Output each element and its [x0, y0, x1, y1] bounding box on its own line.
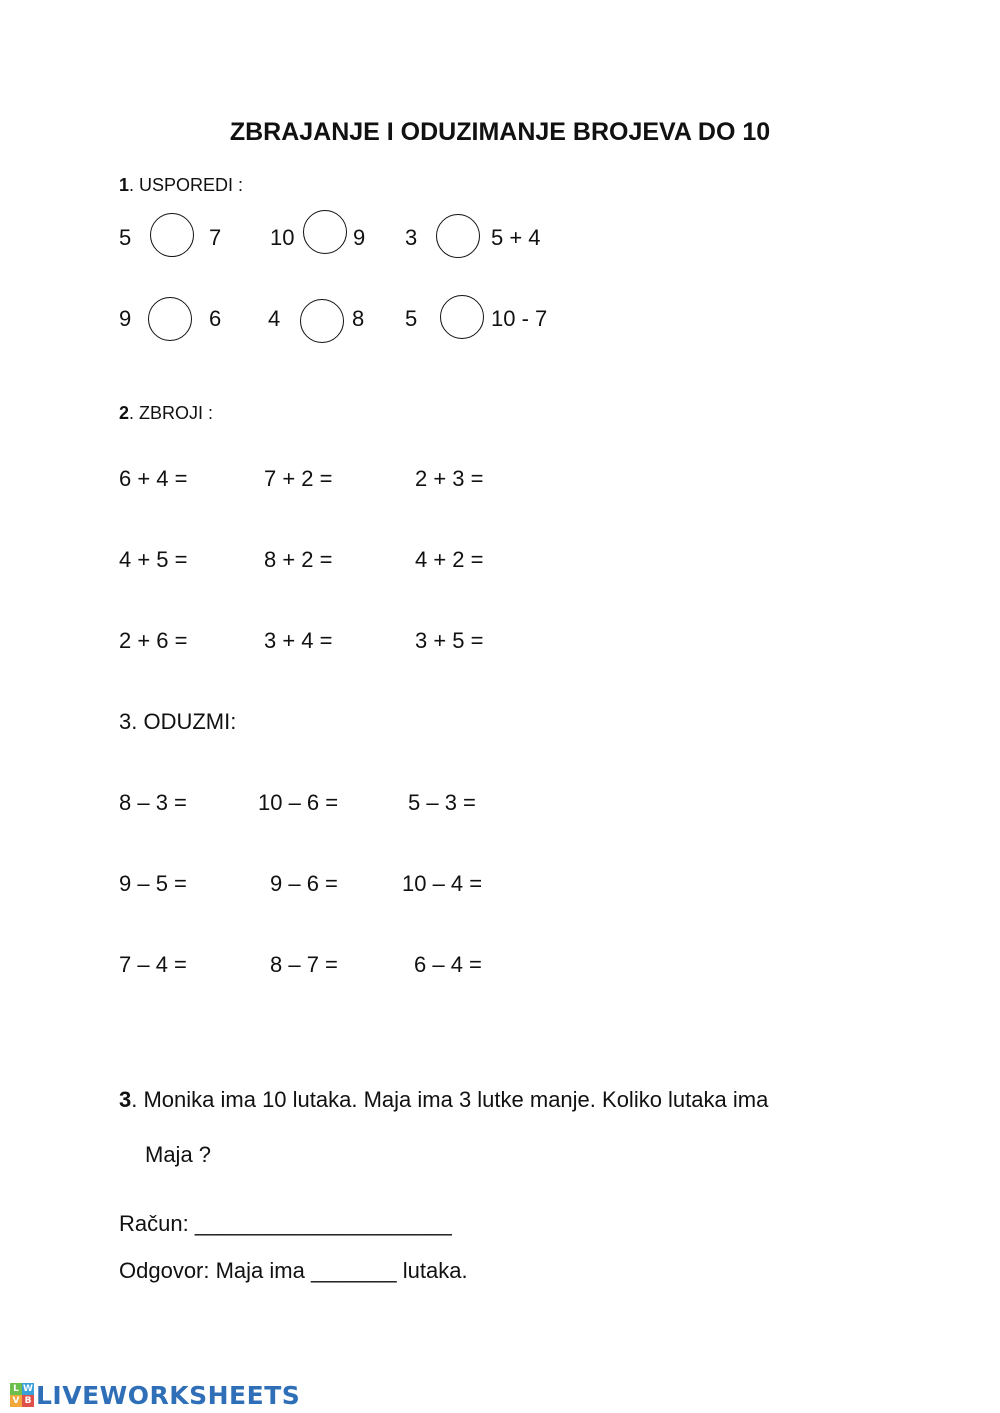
compare-right: 7	[209, 225, 222, 250]
addition-problem[interactable]: 2 + 6 =	[119, 628, 188, 653]
racun-line	[119, 1211, 452, 1237]
addition-problem[interactable]: 4 + 5 =	[119, 547, 188, 572]
subtraction-problem[interactable]: 5 – 3 =	[408, 790, 476, 815]
compare-circle-1[interactable]	[150, 213, 194, 257]
page-title: ZBRAJANJE I ODUZIMANJE BROJEVA DO 10	[229, 118, 771, 146]
section1-number: 1	[119, 175, 130, 195]
liveworksheets-logo-text: LIVEWORKSHEETS	[36, 1380, 301, 1410]
subtraction-problem[interactable]: 6 – 4 =	[414, 952, 482, 977]
compare-circle-5[interactable]	[300, 299, 344, 343]
compare-left: 4	[268, 306, 281, 331]
word-problem-line2: Maja ?	[145, 1142, 212, 1167]
compare-left: 5	[119, 225, 132, 250]
compare-left: 5	[405, 306, 418, 331]
logo-tile: V	[10, 1395, 22, 1407]
logo-tile: L	[10, 1383, 22, 1395]
compare-circle-3[interactable]	[436, 214, 480, 258]
racun-label: Račun:	[119, 1211, 195, 1236]
subtraction-problem[interactable]: 10 – 6 =	[258, 790, 339, 815]
liveworksheets-logo	[10, 1380, 300, 1410]
racun-answer-blank[interactable]: _____________________	[194, 1211, 452, 1236]
addition-problem[interactable]: 4 + 2 =	[415, 547, 484, 572]
compare-left: 10	[270, 225, 295, 250]
section2-heading	[119, 403, 213, 424]
subtraction-problem[interactable]: 7 – 4 =	[119, 952, 187, 977]
addition-problem[interactable]: 7 + 2 =	[264, 466, 333, 491]
compare-right: 5 + 4	[491, 225, 541, 250]
word-problem-number: 3	[119, 1087, 132, 1112]
odgovor-suffix: lutaka.	[396, 1258, 468, 1283]
compare-right: 8	[352, 306, 365, 331]
addition-problem[interactable]: 6 + 4 =	[119, 466, 188, 491]
liveworksheets-logo-icon	[10, 1383, 34, 1407]
compare-right: 9	[353, 225, 366, 250]
word-problem-text: . Monika ima 10 lutaka. Maja ima 3 lutke manje. Koliko lutaka ima	[131, 1087, 769, 1112]
odgovor-label: Odgovor: Maja ima	[119, 1258, 311, 1283]
logo-tile: W	[23, 1384, 33, 1394]
subtraction-problem[interactable]: 8 – 3 =	[119, 790, 187, 815]
subtraction-problem[interactable]: 9 – 6 =	[270, 871, 338, 896]
subtraction-problem[interactable]: 8 – 7 =	[270, 952, 338, 977]
compare-circle-6[interactable]	[440, 295, 484, 339]
addition-problem[interactable]: 8 + 2 =	[264, 547, 333, 572]
addition-problem[interactable]: 3 + 4 =	[264, 628, 333, 653]
compare-circle-4[interactable]	[148, 297, 192, 341]
section2-label: . ZBROJI :	[129, 403, 214, 423]
word-problem-line1	[119, 1087, 768, 1113]
logo-tile: B	[22, 1395, 34, 1407]
section2-number: 2	[119, 403, 130, 423]
odgovor-answer-blank[interactable]: _______	[310, 1258, 397, 1283]
compare-right: 6	[209, 306, 222, 331]
subtraction-problem[interactable]: 10 – 4 =	[402, 871, 483, 896]
section1-label: . USPOREDI :	[129, 175, 244, 195]
section3-heading: 3. ODUZMI:	[119, 709, 237, 734]
subtraction-problem[interactable]: 9 – 5 =	[119, 871, 187, 896]
compare-left: 3	[405, 225, 418, 250]
compare-left: 9	[119, 306, 132, 331]
odgovor-line	[119, 1258, 468, 1284]
addition-problem[interactable]: 2 + 3 =	[415, 466, 484, 491]
section1-heading	[119, 175, 243, 196]
compare-right: 10 - 7	[491, 306, 548, 331]
addition-problem[interactable]: 3 + 5 =	[415, 628, 484, 653]
compare-circle-2[interactable]	[303, 210, 347, 254]
